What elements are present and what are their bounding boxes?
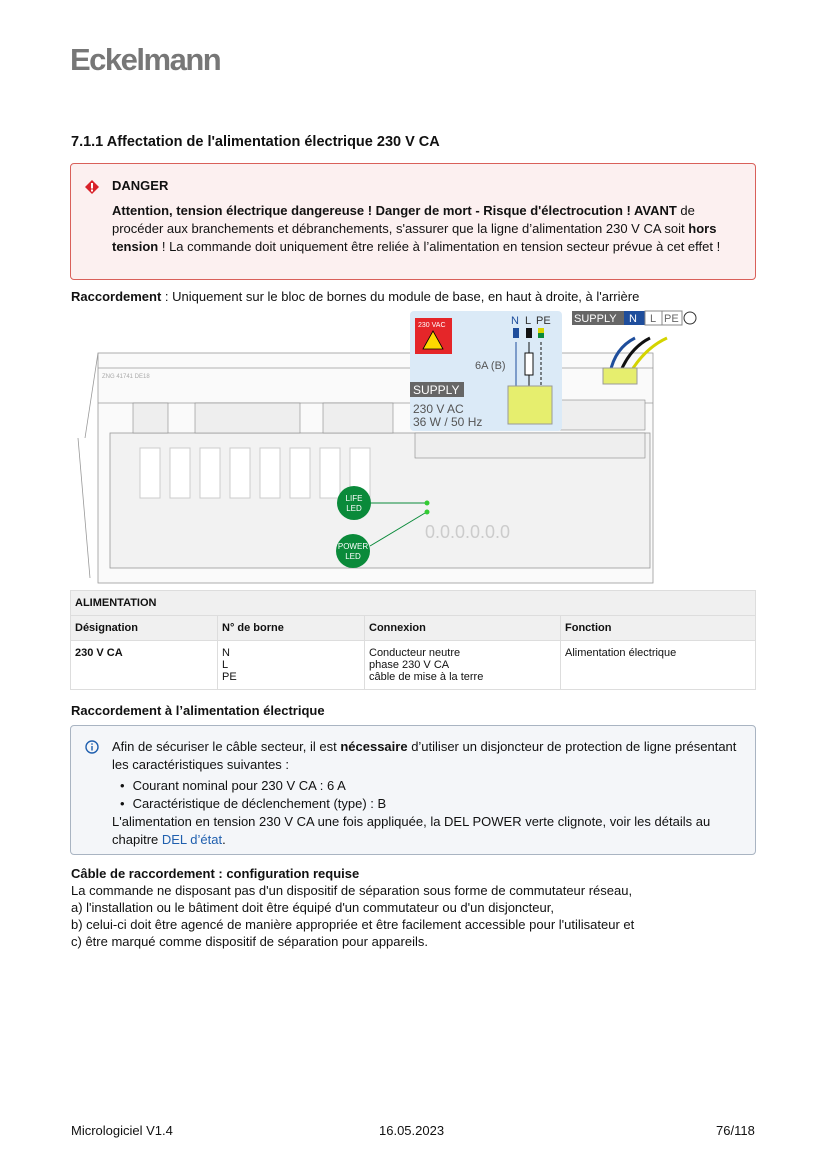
danger-notice <box>70 163 756 280</box>
cable-connector <box>603 368 637 384</box>
svg-text:PE: PE <box>664 313 679 325</box>
table-row: 230 V CA N L PE Conducteur neutre phase 230 V CA câble de mise à la terre Alimentation électrique <box>71 641 756 690</box>
svg-text:N: N <box>629 313 637 325</box>
danger-icon <box>85 180 99 194</box>
display-digits: 0.0.0.0.0.0 <box>425 522 511 542</box>
svg-text:LIFE: LIFE <box>345 494 363 503</box>
info-icon <box>85 740 99 754</box>
col-header: Désignation <box>71 616 218 641</box>
footer-version: Micrologiciel V1.4 <box>71 1123 173 1138</box>
info-notice: Afin de sécuriser le câble secteur, il est nécessaire d’utiliser un disjoncteur de protection de ligne présentant les caractéristiques suivantes : • Courant nominal pour 230 V CA : 6 A • Caractéristique de déclenchement (type) : B L'alimentation en tension 230 V CA une fois appliquée, la DEL POWER verte clignote, voir les détails au chapitre DEL d’état. <box>70 725 756 855</box>
device-diagram <box>70 308 720 588</box>
svg-text:SUPPLY: SUPPLY <box>413 383 460 397</box>
svg-text:PE: PE <box>536 315 551 327</box>
danger-text: Attention, tension électrique dangereuse ! Danger de mort - Risque d'électrocution ! AVANT de procéder aux branchements et débranchements, s'assurer que la ligne d’alimentation 230 V CA soit hors tension ! La commande doit uniquement être reliée à l’alimentation en tension secteur prévue à cet effet ! <box>112 203 721 254</box>
supply-panel <box>410 311 562 431</box>
col-header: Fonction <box>561 616 756 641</box>
subheading: Raccordement à l’alimentation électrique <box>71 703 325 718</box>
footer-page: 76/118 <box>716 1123 755 1138</box>
svg-text:SUPPLY: SUPPLY <box>574 313 617 325</box>
del-etat-link[interactable]: DEL d’état <box>161 832 223 847</box>
device-plate-label: ZNG 41741 DE18 <box>102 374 150 380</box>
footer-date: 16.05.2023 <box>379 1123 445 1138</box>
led-display <box>425 522 510 542</box>
list-item: • Caractéristique de déclenchement (type) : B <box>120 795 747 813</box>
raccordement-line: Raccordement : Uniquement sur le bloc de bornes du module de base, en haut à droite, à l'arrière <box>71 289 640 304</box>
table-title: ALIMENTATION <box>71 591 756 616</box>
col-header: N° de borne <box>218 616 365 641</box>
list-item: • Courant nominal pour 230 V CA : 6 A <box>120 777 747 795</box>
svg-text:L: L <box>650 313 657 325</box>
alimentation-table <box>70 590 756 690</box>
svg-text:L: L <box>525 315 532 327</box>
col-header: Connexion <box>365 616 561 641</box>
svg-text:LED: LED <box>345 552 361 561</box>
terminal-connector <box>508 386 552 424</box>
svg-text:230 VAC: 230 VAC <box>418 322 446 329</box>
danger-title: DANGER <box>112 178 169 193</box>
svg-text:POWER: POWER <box>337 542 369 551</box>
svg-text:N: N <box>511 315 519 327</box>
svg-text:6A (B): 6A (B) <box>475 360 506 372</box>
section-title: 7.1.1 Affectation de l'alimentation électrique 230 V CA <box>71 134 440 150</box>
supply-label-top <box>572 311 696 325</box>
fuse-icon <box>525 353 533 375</box>
svg-text:230 V AC: 230 V AC <box>413 402 464 416</box>
ground-icon <box>684 312 696 324</box>
cable-section: Câble de raccordement : configuration requise La commande ne disposant pas d'un dispositif de séparation sous forme de commutateur réseau, a) l'installation ou le bâtiment doit être équipé d'un commutateur ou d'un disjoncteur, b) celui-ci doit être agencé de manière appropriée et être facilement accessible pour l'utilisateur et c) être marqué comme dispositif de séparation pour appareils. <box>71 866 635 949</box>
svg-text:36 W / 50 Hz: 36 W / 50 Hz <box>413 415 483 429</box>
svg-text:LED: LED <box>346 504 362 513</box>
eckelmann-logo: Eckelmann <box>70 42 221 77</box>
